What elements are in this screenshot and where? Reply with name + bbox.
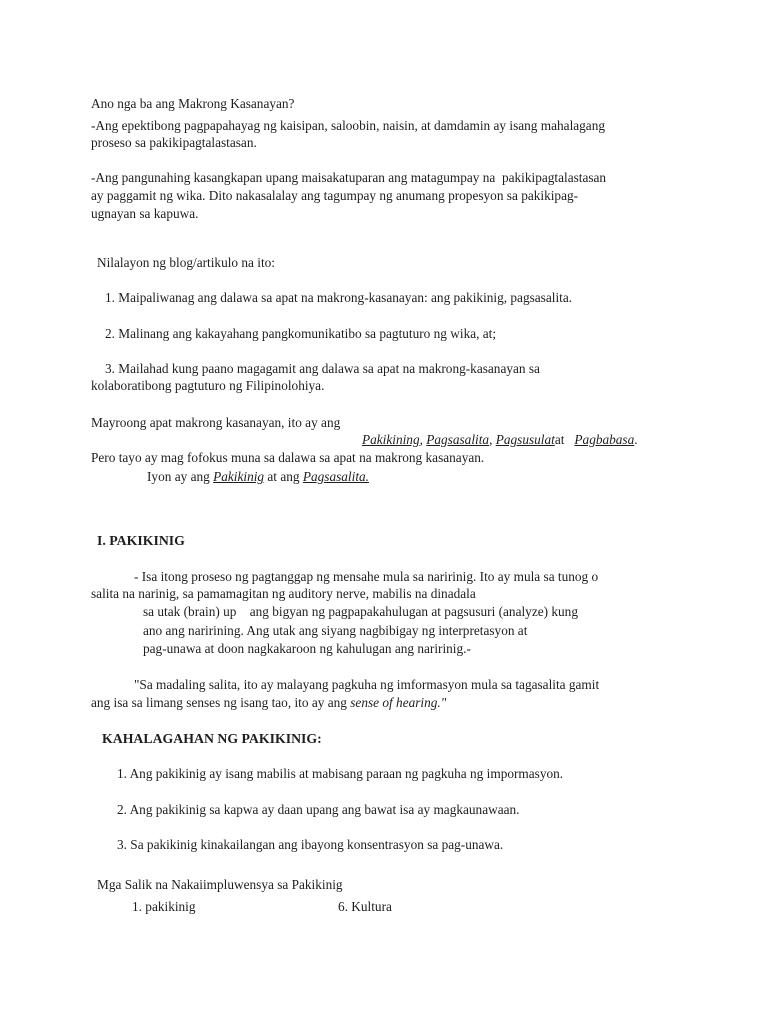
intro-question: Ano nga ba ang Makrong Kasanayan? [91,96,295,111]
four-skills-list: Pakikining, Pagsasalita, Pagsusulatat Pagbabasa. [362,432,638,447]
skills-conjunction: at [554,432,565,447]
salik-item-1: 1. pakikinig [132,899,196,914]
objective-item-3-line-2: kolaboratibong pagtuturo ng Filipinolohiya. [91,378,325,393]
kahalagahan-item-1: 1. Ang pakikinig ay isang mabilis at mabisang paraan ng pagkuha ng impormasyon. [117,766,564,781]
objective-item-2: 2. Malinang ang kakayahang pangkomunikatibo sa pagtuturo ng wika, at; [105,326,497,341]
skill-pagsusulat-link[interactable]: Pagsusulat [495,432,555,447]
kahalagahan-item-3: 3. Sa pakikinig kinakailangan ang ibayong konsentrasyon sa pag-unawa. [117,837,504,852]
intro-paragraph-1-line-1: -Ang epektibong pagpapahayag ng kaisipan, saloobin, naisin, at damdamin ay isang mahalagang [91,118,606,133]
pakikinig-quote-line-1: "Sa madaling salita, ito ay malayang pagkuha ng imformasyon mula sa tagasalita gamit [134,677,600,692]
kahalagahan-heading: KAHALAGAHAN NG PAKIKINIG: [102,731,322,746]
focus-pagsasalita-link[interactable]: Pagsasalita. [302,469,369,484]
focus-conjunction: at ang [267,469,300,484]
kahalagahan-item-2: 2. Ang pakikinig sa kapwa ay daan upang ang bawat isa ay magkaunawaan. [117,802,520,817]
intro-paragraph-2-line-3: ugnayan sa kapuwa. [91,206,199,221]
objective-item-3-line-1: 3. Mailahad kung paano magagamit ang dalawa sa apat na makrong-kasanayan sa [105,361,540,376]
skill-pagsasalita-link[interactable]: Pagsasalita [426,432,490,447]
quote-emphasis: sense of hearing." [350,695,447,710]
intro-paragraph-2-line-1: -Ang pangunahing kasangkapan upang maisakatuparan ang matagumpay na pakikipagtalastasan [91,170,607,185]
focus-pakikinig-link[interactable]: Pakikinig [213,469,265,484]
pakikinig-heading: I. PAKIKINIG [97,533,185,548]
intro-paragraph-1-line-2: proseso sa pakikipagtalastasan. [91,135,257,150]
four-skills-line-1: Mayroong apat makrong kasanayan, ito ay ang [91,415,341,430]
salik-heading: Mga Salik na Nakaiimpluwensya sa Pakikinig [97,877,343,892]
salik-item-6: 6. Kultura [338,899,392,914]
pakikinig-definition-line-2: salita na narinig, sa pamamagitan ng auditory nerve, mabilis na dinadala [91,586,476,601]
pakikinig-definition-line-4: ano ang naririning. Ang utak ang siyang nagbibigay ng interpretasyon at [143,623,528,638]
pakikinig-definition-line-5: pag-unawa at doon nagkakaroon ng kahulugan ang naririnig.- [143,641,471,656]
focus-prefix: Iyon ay ang [147,469,210,484]
four-skills-line-3: Pero tayo ay mag fofokus muna sa dalawa sa apat na makrong kasanayan. [91,450,485,465]
four-skills-line-4 [147,468,369,485]
skill-pakikining-link[interactable]: Pakikining [362,432,420,447]
intro-paragraph-2-line-2: ay paggamit ng wika. Dito nakasalalay ang tagumpay ng anumang propesyon sa pakikipag- [91,188,579,203]
pakikinig-definition-line-1: - Isa itong proseso ng pagtanggap ng mensahe mula sa naririnig. Ito ay mula sa tunog o [134,569,599,584]
pakikinig-definition-line-3: sa utak (brain) up ang bigyan ng pagpapakahulugan at pagsusuri (analyze) kung [143,604,578,619]
pakikinig-quote-line-2 [91,694,446,711]
skills-period: . [634,432,638,447]
objective-item-1: 1. Maipaliwanag ang dalawa sa apat na makrong-kasanayan: ang pakikinig, pagsasalita. [105,290,573,305]
objectives-heading: Nilalayon ng blog/artikulo na ito: [97,255,276,270]
skill-pagbabasa-link[interactable]: Pagbabasa [574,432,635,447]
quote-line-2-text: ang isa sa limang senses ng isang tao, ito ay ang [91,695,347,710]
